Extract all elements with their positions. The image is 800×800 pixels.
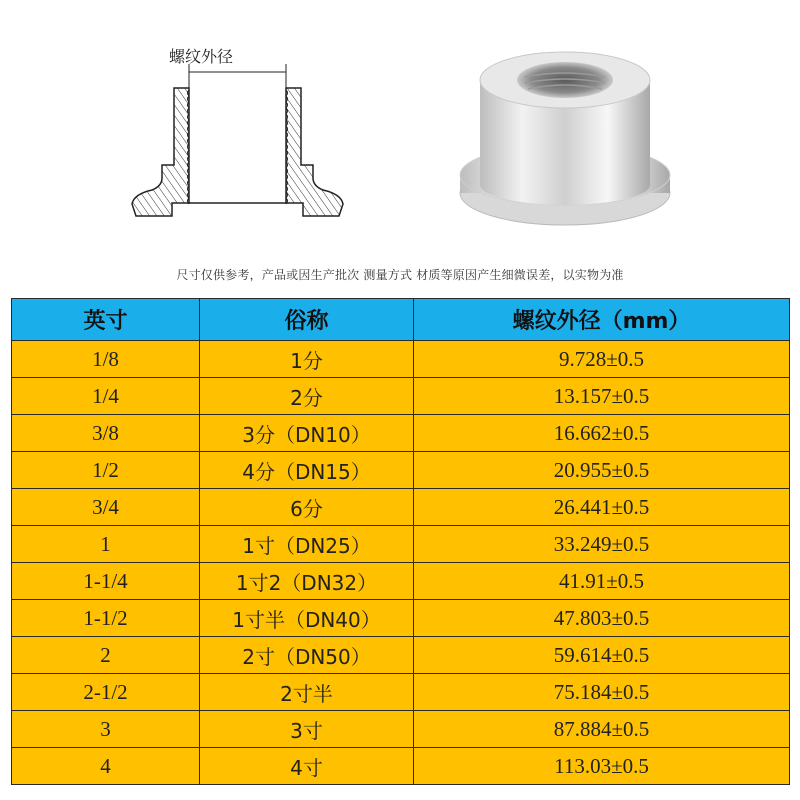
cell-thread-od: 33.249±0.5 <box>414 526 790 563</box>
cell-inch: 1/2 <box>12 452 200 489</box>
header-thread-od: 螺纹外径（mm） <box>414 299 790 341</box>
cell-common-name: 2分 <box>200 378 414 415</box>
disclaimer-note: 尺寸仅供参考，产品或因生产批次 测量方式 材质等原因产生细微误差，以实物为准 <box>176 268 624 282</box>
cell-common-name: 1分 <box>200 341 414 378</box>
cell-inch: 3 <box>12 711 200 748</box>
cell-thread-od: 87.884±0.5 <box>414 711 790 748</box>
cell-inch: 4 <box>12 748 200 785</box>
table-row <box>12 600 790 637</box>
table-row <box>12 341 790 378</box>
header-common-name: 俗称 <box>200 299 414 341</box>
table-row <box>12 748 790 785</box>
table-row <box>12 452 790 489</box>
cell-common-name: 1寸2（DN32） <box>200 563 414 600</box>
cell-inch: 2-1/2 <box>12 674 200 711</box>
cell-inch: 2 <box>12 637 200 674</box>
product-photo <box>450 45 680 230</box>
cell-thread-od: 20.955±0.5 <box>414 452 790 489</box>
cell-thread-od: 41.91±0.5 <box>414 563 790 600</box>
header-inch: 英寸 <box>12 299 200 341</box>
cell-common-name: 1寸半（DN40） <box>200 600 414 637</box>
cell-inch: 1-1/4 <box>12 563 200 600</box>
cell-common-name: 2寸（DN50） <box>200 637 414 674</box>
cell-inch: 1/8 <box>12 341 200 378</box>
cell-thread-od: 75.184±0.5 <box>414 674 790 711</box>
cell-common-name: 2寸半 <box>200 674 414 711</box>
table-row <box>12 489 790 526</box>
cell-thread-od: 13.157±0.5 <box>414 378 790 415</box>
thread-od-label: 螺纹外径 <box>168 47 233 66</box>
cell-inch: 1 <box>12 526 200 563</box>
table-row <box>12 378 790 415</box>
cell-inch: 1/4 <box>12 378 200 415</box>
cell-common-name: 6分 <box>200 489 414 526</box>
cell-common-name: 4寸 <box>200 748 414 785</box>
cell-inch: 3/8 <box>12 415 200 452</box>
cell-thread-od: 113.03±0.5 <box>414 748 790 785</box>
table-row <box>12 415 790 452</box>
cell-thread-od: 16.662±0.5 <box>414 415 790 452</box>
table-row <box>12 526 790 563</box>
table-row <box>12 711 790 748</box>
thread-spec-table <box>11 298 790 785</box>
cell-thread-od: 47.803±0.5 <box>414 600 790 637</box>
cell-common-name: 4分（DN15） <box>200 452 414 489</box>
cell-thread-od: 59.614±0.5 <box>414 637 790 674</box>
cell-common-name: 3寸 <box>200 711 414 748</box>
cell-common-name: 1寸（DN25） <box>200 526 414 563</box>
table-header-row <box>12 299 790 341</box>
cell-thread-od: 9.728±0.5 <box>414 341 790 378</box>
cell-inch: 1-1/2 <box>12 600 200 637</box>
cell-thread-od: 26.441±0.5 <box>414 489 790 526</box>
table-row <box>12 563 790 600</box>
cell-common-name: 3分（DN10） <box>200 415 414 452</box>
table-row <box>12 674 790 711</box>
cell-inch: 3/4 <box>12 489 200 526</box>
table-row <box>12 637 790 674</box>
